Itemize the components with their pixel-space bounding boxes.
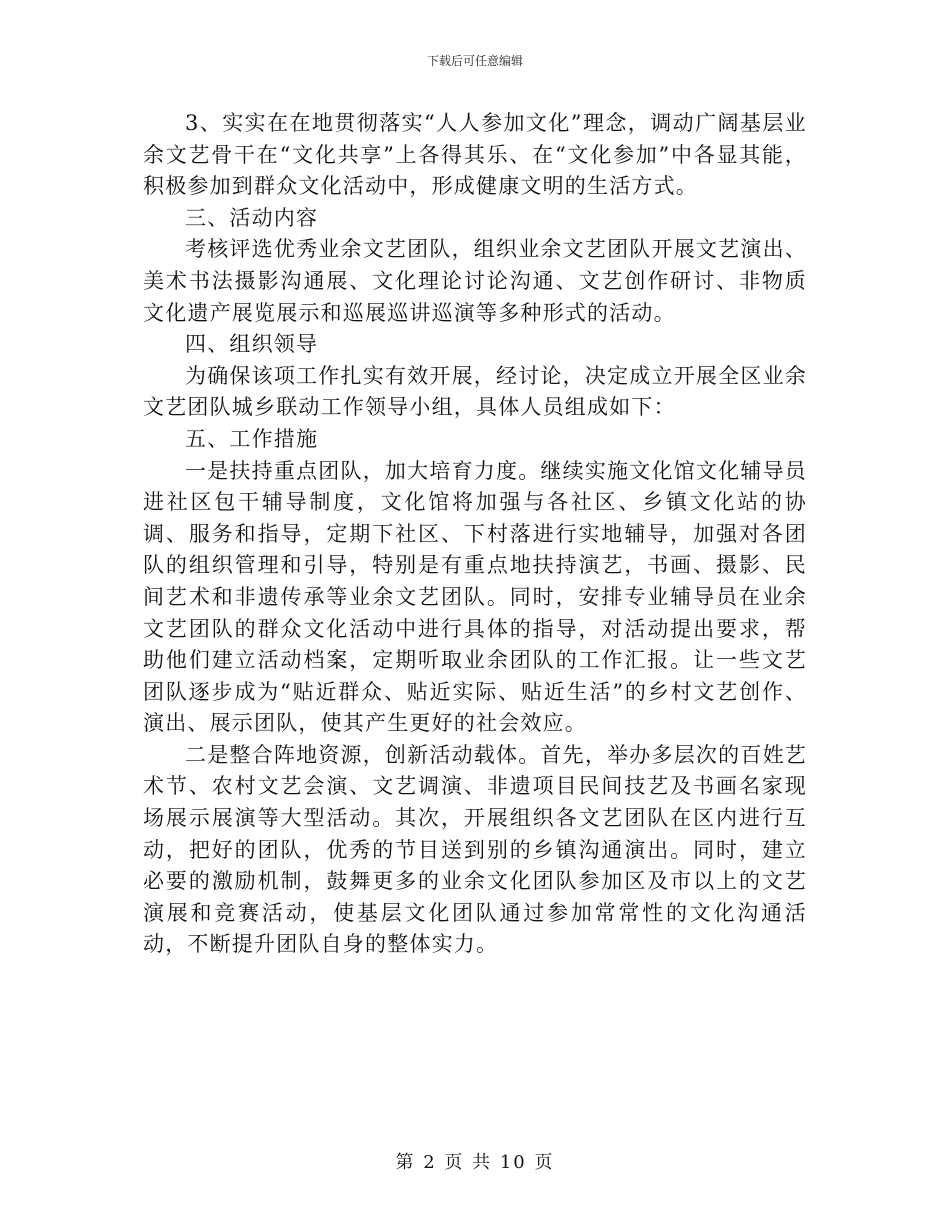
page-number-footer: 第 2 页 共 10 页: [395, 1152, 555, 1173]
paragraph-activity-content: 考核评选优秀业余文艺团队，组织业余文艺团队开展文艺演出、美术书法摄影沟通展、文化理论讨论沟通、文艺创作研讨、非物质文化遗产展览展示和巡展巡讲巡演等多种形式的活动。: [143, 237, 807, 325]
header-note: 下载后可任意编辑: [426, 54, 523, 68]
section-heading-activity-content: 三、活动内容: [185, 205, 319, 230]
paragraph-organization: 为确保该项工作扎实有效开展，经讨论，决定成立开展全区业余文艺团队城乡联动工作领导小组，具体人员组成如下：: [143, 363, 807, 420]
section-heading-organization: 四、组织领导: [185, 332, 319, 357]
paragraph-measure-1: 一是扶持重点团队，加大培育力度。继续实施文化馆文化辅导员进社区包干辅导制度，文化馆将加强与各社区、乡镇文化站的协调、服务和指导，定期下社区、下村落进行实地辅导，加强对各团队的组织管理和引导，特别是有重点地扶持演艺，书画、摄影、民间艺术和非遗传承等业余文艺团队。同时，安排专业辅导员在业余文艺团队的群众文化活动中进行具体的指导，对活动提出要求，帮助他们建立活动档案，定期听取业余团队的工作汇报。让一些文艺团队逐步成为“贴近群众、贴近实际、贴近生活”的乡村文艺创作、演出、展示团队，使其产生更好的社会效应。: [143, 458, 807, 736]
section-heading-work-measures: 五、工作措施: [185, 426, 319, 451]
document-body: [143, 108, 807, 961]
paragraph-measure-2: 二是整合阵地资源，创新活动载体。首先，举办多层次的百姓艺术节、农村文艺会演、文艺调演、非遗项目民间技艺及书画名家现场展示展演等大型活动。其次，开展组织各文艺团队在区内进行互动，把好的团队，优秀的节目送到别的乡镇沟通演出。同时，建立必要的激励机制，鼓舞更多的业余文化团队参加区及市以上的文艺演展和竞赛活动，使基层文化团队通过参加常常性的文化沟通活动，不断提升团队自身的整体实力。: [143, 742, 807, 957]
paragraph-item-3: 3、实实在在地贯彻落实“人人参加文化”理念，调动广阔基层业余文艺骨干在“文化共享”上各得其乐、在“文化参加”中各显其能，积极参加到群众文化活动中，形成健康文明的生活方式。: [143, 111, 807, 199]
